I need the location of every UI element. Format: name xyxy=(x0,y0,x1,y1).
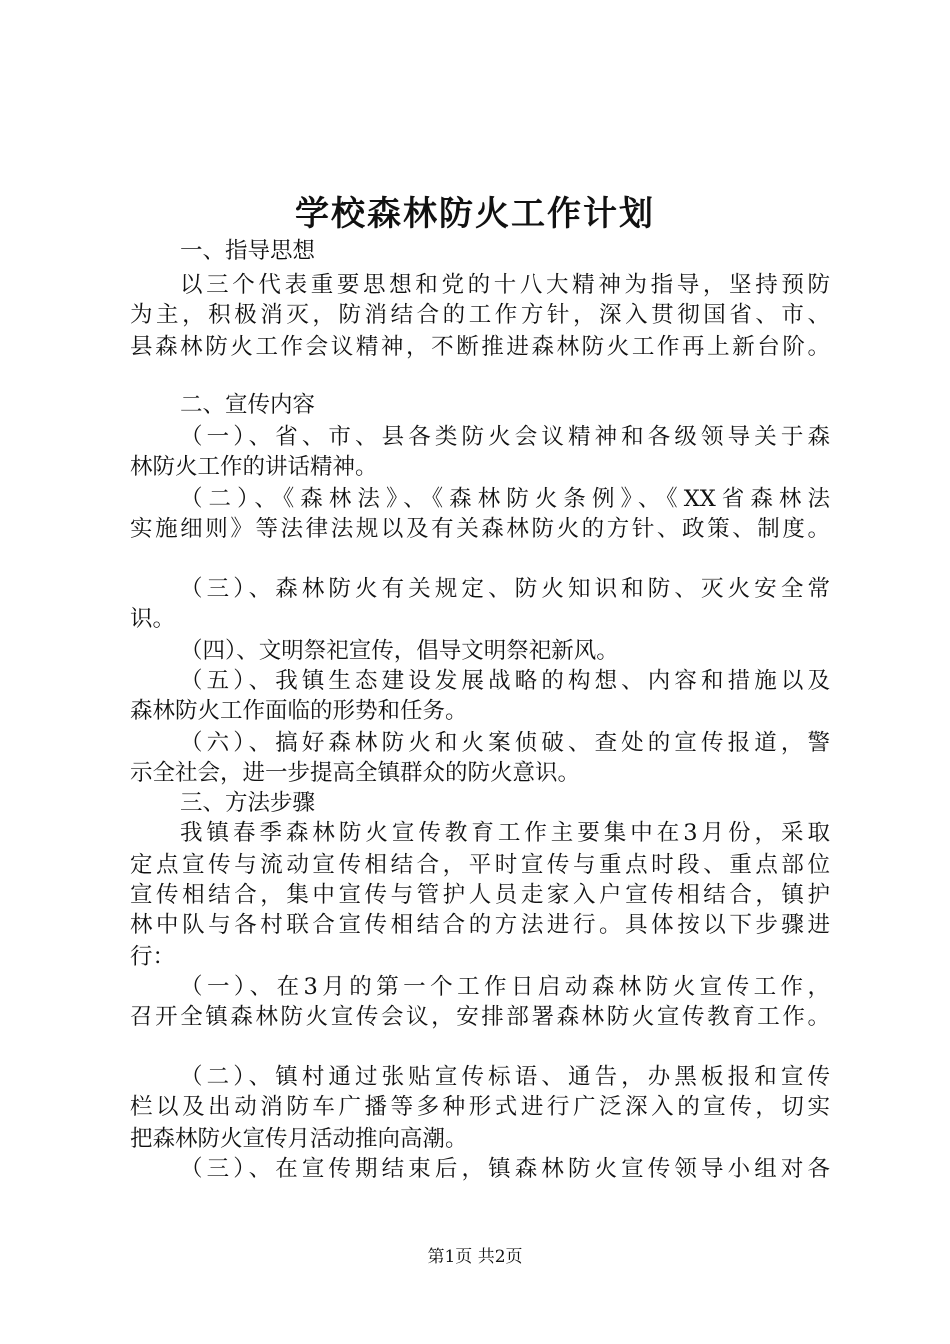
paragraph-line: 定点宣传与流动宣传相结合，平时宣传与重点时段、重点部位 xyxy=(130,852,830,878)
paragraph-line: （五）、我镇生态建设发展战略的构想、内容和措施以及 xyxy=(180,668,830,694)
paragraph-line: 实施细则》等法律法规以及有关森林防火的方针、政策、制度。 xyxy=(130,516,830,542)
paragraph-line: （一）、在3月的第一个工作日启动森林防火宣传工作， xyxy=(180,974,830,1000)
paragraph-line: （四）、文明祭祀宣传，倡导文明祭祀新风。 xyxy=(180,638,619,664)
paragraph-line: 林防火工作的讲话精神。 xyxy=(130,454,378,480)
paragraph-line: 以三个代表重要思想和党的十八大精神为指导，坚持预防 xyxy=(180,272,830,298)
paragraph-line: 行： xyxy=(130,944,176,970)
paragraph-line: 把森林防火宣传月活动推向高潮。 xyxy=(130,1126,468,1152)
paragraph-line: 为主，积极消灭，防消结合的工作方针，深入贯彻国省、市、 xyxy=(130,302,830,328)
paragraph-line: 林中队与各村联合宣传相结合的方法进行。具体按以下步骤进 xyxy=(130,912,830,938)
paragraph-line: 识。 xyxy=(130,606,176,632)
document-title: 学校森林防火工作计划 xyxy=(295,194,655,234)
paragraph-line: 县森林防火工作会议精神，不断推进森林防火工作再上新台阶。 xyxy=(130,334,830,360)
heading-guiding-thought: 一、指导思想 xyxy=(180,238,316,264)
paragraph-line: （六）、搞好森林防火和火案侦破、查处的宣传报道，警 xyxy=(180,730,830,756)
paragraph-line: 森林防火工作面临的形势和任务。 xyxy=(130,698,468,724)
page-number-footer: 第1页 共2页 xyxy=(427,1247,523,1267)
paragraph-line: （二）、镇村通过张贴宣传标语、通告，办黑板报和宣传 xyxy=(180,1064,830,1090)
paragraph-line: （三）、森林防火有关规定、防火知识和防、灭火安全常 xyxy=(180,576,830,602)
paragraph-line: 栏以及出动消防车广播等多种形式进行广泛深入的宣传，切实 xyxy=(130,1094,830,1120)
paragraph-line: （一）、省、市、县各类防火会议精神和各级领导关于森 xyxy=(180,424,830,450)
paragraph-line: （二）、《森林法》、《森林防火条例》、《XX省森林法 xyxy=(180,486,830,512)
paragraph-line: 示全社会，进一步提高全镇群众的防火意识。 xyxy=(130,760,581,786)
paragraph-line: 召开全镇森林防火宣传会议，安排部署森林防火宣传教育工作。 xyxy=(130,1004,830,1030)
paragraph-line: 我镇春季森林防火宣传教育工作主要集中在3月份，采取 xyxy=(180,820,830,846)
heading-method-steps: 三、方法步骤 xyxy=(180,790,316,816)
heading-publicity-content: 二、宣传内容 xyxy=(180,392,316,418)
paragraph-line: （三）、在宣传期结束后，镇森林防火宣传领导小组对各 xyxy=(180,1156,830,1182)
paragraph-line: 宣传相结合，集中宣传与管护人员走家入户宣传相结合，镇护 xyxy=(130,882,830,908)
